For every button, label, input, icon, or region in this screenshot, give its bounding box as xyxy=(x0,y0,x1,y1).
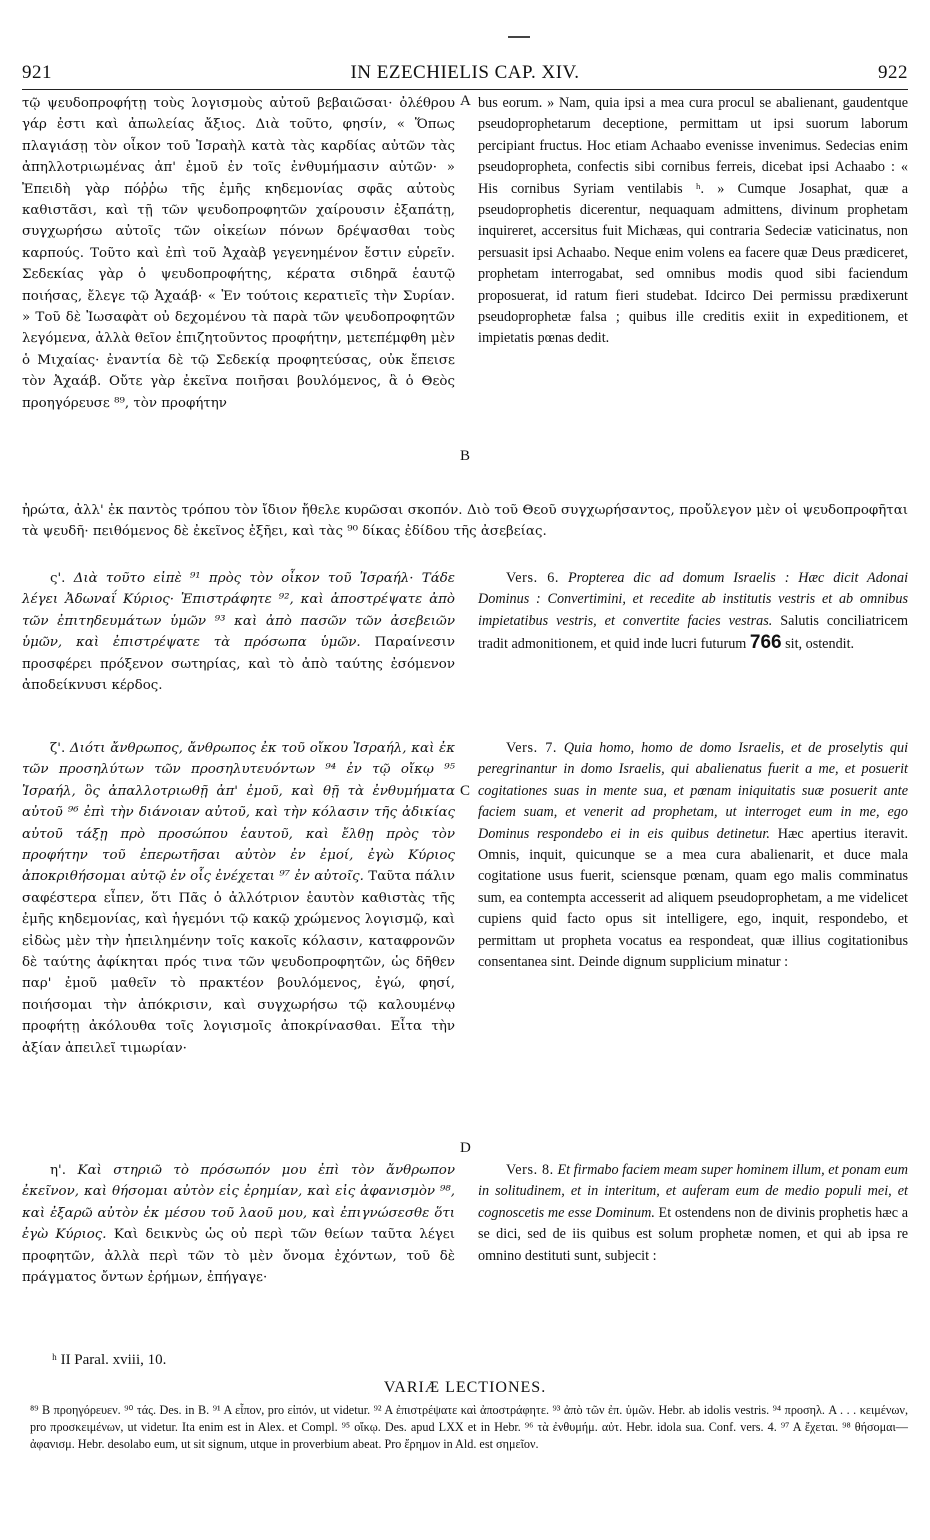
verse-label: Vers. 6. xyxy=(506,570,560,586)
greek-column-top xyxy=(22,93,455,414)
greek-verse-8 xyxy=(22,1160,455,1288)
latin-paragraph: bus eorum. » Nam, quia ipsi a mea cura procul se abalienant, gaudentque pseudoprophetarum deceptione, permittam ut ipsi suorum laborum percipiant fructus. Hoc etiam Achaabo evenisse invenimus. Sedecias enim pseudopropheta, confectis sibi cornibus ferreis, dicebat ipsi Achaabo : « His cornibus Syriam ventilabis ʰ. » Cumque Josaphat, quæ a pseudoprophetis dicerentur, nequaquam admittens, divinum prophetam inquireret, accersitus fuit Michæas, qui contraria Sedeciæ vaticinatus, non persuasit ipsi Achaabo. Neque enim volens ea facere quæ Deus prædiceret, prophetam interrogabat, sed omnibus modis quod sibi faciendum proposuerat, id ratum fieri studebat. Idcirco Dei permissu prædixerunt pseudoprophetæ falsa ; quibus ille creditis exiit in expeditionem, et impietatis pœnas dedit. xyxy=(478,95,908,347)
verse-comment: Ταῦτα πάλιν σαφέστερα εἶπεν, ὅτι Πᾶς ὁ ἀλλότριον ἑαυτὸν καθιστὰς τῆς ἐμῆς κηδεμονίας, καὶ ἡγεμόνι τῷ κακῷ χρώμενος λογισμῷ, καὶ εἰδὼς μὲν τὴν ἠπειλημένην τοῖς κακοῖς κόλασιν, καταφρονῶν δὲ ταύτης ἀφίκηται πρός τινα τῶν ψευδοπροφητῶν, ὡς δῆθεν παρ' ἐμοῦ μαθεῖν τὸ πρακτέον βουλόμενος, ἐγώ, φησί, ποιήσομαι τὴν ἀπόκρισιν, καὶ συγχωρήσω τῷ καλουμένῳ προφήτῃ ἀκόλουθα τοῖς λογισμοῖς ἀποκρίνασθαι. Εἶτα τὴν ἀξίαν ἀπειλεῖ τιμωρίαν· xyxy=(22,869,455,1056)
latin-verse-8 xyxy=(478,1160,908,1267)
verse-number: ς'. xyxy=(50,571,66,586)
verse-text: Καὶ στηριῶ τὸ πρόσωπόν μου ἐπὶ τὸν ἄνθρωπον ἐκεῖνον, καὶ θήσομαι αὐτὸν εἰς ἐρημίαν, καὶ εἰς ἀφανισμὸν ⁹⁸, καὶ ἐξαρῶ αὐτὸν ἐκ μέσου τοῦ λαοῦ μου, καὶ ἐπιγνώσεσθε ὅτι ἐγὼ Κύριος. xyxy=(22,1163,455,1243)
page-number-left: 921 xyxy=(22,62,52,83)
verse-text: Propterea dic ad domum Israelis : Hæc dicit Adonai Dominus : Convertimini, et recedite ab institutis vestris et ab omnibus impietatibus vestris, et convertite facies vestras. xyxy=(478,570,909,629)
variae-lectiones-text: ⁸⁹ B προηγόρευεν. ⁹⁰ τάς. Des. in B. ⁹¹ A εἶπον, pro εἰπόν, ut videtur. ⁹² A ἐπιστρέψατε καὶ ἀποστράφητε. ⁹³ ἀπὸ τῶν ἐπ. ὑμῶν. Hebr. ab idolis vestris. ⁹⁴ προσηλ. A . . . κειμένων, pro προσκειμένων, ut videtur. Ita enim est in Alex. et Compl. ⁹⁵ οἴκῳ. Des. apud LXX et in Hebr. ⁹⁶ τὰ ἐνθυμήμ. αὐτ. Hebr. idola sua. Conf. vers. 4. ⁹⁷ A ἔχεται. ⁹⁸ θήσομαι—ἀφανισμ. Hebr. desolabo eum, ut sit signum, utque in proverbium abeat. Pro ἔρημον in Ald. est σημεῖον. xyxy=(30,1403,908,1452)
verse-text: Διὰ τοῦτο εἰπὲ ⁹¹ πρὸς τὸν οἶκον τοῦ Ἰσραήλ· Τάδε λέγει Ἀδωναΐ Κύριος· Ἐπιστράφητε ⁹², καὶ ἀποστρέψατε ἀπὸ τῶν ἐπιτηδευμάτων ὑμῶν ⁹³ καὶ ἀπὸ πασῶν τῶν ἀσεβειῶν ὑμῶν, καὶ ἐπιστρέψατε τὰ πρόσωπα ὑμῶν. xyxy=(22,571,455,651)
greek-verse-6 xyxy=(22,568,455,696)
verse-label: Vers. 7. xyxy=(506,740,558,756)
margin-marker-a: A xyxy=(460,93,471,109)
greek-full-width: ἠρώτα, ἀλλ' ἐκ παντὸς τρόπου τὸν ἴδιον ἤθελε κυρῶσαι σκοπόν. Διὸ τοῦ Θεοῦ συγχωρήσαντος, προὔλεγον μὲν οἱ ψευδοπροφῆται τὰ ψευδῆ· πειθόμενος δὲ ἐκεῖνος ἐξῆει, καὶ τὰς ⁹⁰ δίκας ἐδίδου τῆς ἀσεβείας. xyxy=(22,503,908,540)
header-rule xyxy=(22,89,908,90)
verse-comment: Καὶ δεικνὺς ὡς οὐ περὶ τῶν θείων ταῦτα λέγει προφητῶν, ἀλλὰ περὶ τῶν τὸ μὲν ὄνομα ἐχόντων, τοῦ δὲ πράγματος ὄντων ἐρήμων, ἐπήγαγε· xyxy=(22,1227,455,1286)
verse-comment: Salutis conciliatricem tradit admonitionem, et quid inde lucri futurum xyxy=(478,612,909,653)
verse-number: η'. xyxy=(50,1163,66,1178)
page-header xyxy=(22,62,908,88)
verse-comment: Παραίνεσιν προσφέρει πρόξενον σωτηρίας, καὶ τὸ ἀπὸ ταύτης ἐσόμενον ἀποδείκνυσι κέρδος. xyxy=(22,635,455,694)
column-number: 766 xyxy=(749,632,782,654)
greek-paragraph: τῷ ψευδοπροφήτῃ τοὺς λογισμοὺς αὐτοῦ βεβαιῶσαι· ὀλέθρου γάρ ἐστι καὶ ἀπωλείας ἄξιος. Διὰ τοῦτο, φησίν, « Ὅπως πλαγιάσῃ τὸν οἶκον τοῦ Ἰσραὴλ κατὰ τὰς καρδίας αὐτῶν τὰς ἀπηλλοτριωμένας ἀπ' ἐμοῦ ἐν τοῖς ἐνθυμήμασιν αὐτῶν· » Ἐπειδὴ γὰρ πόῤῥω τῆς ἐμῆς κηδεμονίας σφᾶς αὐτοὺς καθιστᾶσι, καὶ τῇ τῶν ψευδοπροφητῶν χαίρουσιν ἐξαπάτῃ, συγχωρήσω αὐτοῖς τῶν οἰκείων πόνων δρέψασθαι τοὺς καρπούς. Τοῦτο καὶ ἐπὶ τοῦ Ἀχαὰβ γεγενημένον ἔστιν εὑρεῖν. Σεδεκίας γὰρ ὁ ψευδοπροφήτης, κέρατα σιδηρᾶ ἑαυτῷ ποιήσας, ἔλεγε τῷ Ἀχαάβ· « Ἐν τούτοις κερατιεῖς τὴν Συρίαν. » Τοῦ δὲ Ἰωσαφὰτ οὐ δεχομένου τὰ παρὰ τῶν ψευδοπροφητῶν λεγόμενα, ἀλλὰ θεῖον ἐπιζητοῦντος προφήτην, μετεπέμφθη μὲν ὁ Μιχαίας· ἐναντία δὲ τῷ Σεδεκίᾳ προφητεύσας, οὐκ ἔπεισε τὸν Ἀχαάβ. Οὔτε γὰρ ἐκεῖνα ποιῆσαι βουλόμενος, ἃ ὁ Θεὸς προηγόρευσε ⁸⁹, τὸν προφήτην xyxy=(22,96,455,411)
latin-column-top xyxy=(478,93,908,350)
verse-comment-end: sit, ostendit. xyxy=(785,636,855,653)
verse-comment: Et ostendens non de divinis prophetis hæc a se dici, sed de iis quibus est solum prophetæ nomen, et qui ab ipsa re omnino destituti sunt, subjecit : xyxy=(478,1204,908,1264)
verse-text: Διότι ἄνθρωπος, ἄνθρωπος ἐκ τοῦ οἴκου Ἰσραήλ, καὶ ἐκ τῶν προσηλύτων τῶν προσηλυτευόντων ⁹⁴ ἐν τῷ οἴκῳ ⁹⁵ Ἰσραήλ, ὃς ἀπαλλοτριωθῇ ἀπ' ἐμοῦ, καὶ θῇ τὰ ἐνθυμήματα αὐτοῦ ⁹⁶ ἐπὶ τὴν διάνοιαν αὐτοῦ, καὶ τὴν κόλασιν τῆς ἀδικίας αὐτοῦ τάξῃ πρὸ προσώπου ἑαυτοῦ, καὶ ἔλθῃ πρὸς τὸν προφήτην τοῦ ἐπερωτῆσαι αὐτὸν ἐν ἐμοί, ἐγὼ Κύριος ἀποκριθήσομαι αὐτῷ ἐν οἷς ἐνέχεται ⁹⁷ ἐν αὐτοῖς. xyxy=(22,741,455,885)
margin-marker-d: D xyxy=(460,1140,471,1156)
verse-label: Vers. 8. xyxy=(506,1162,554,1178)
margin-marker-b: B xyxy=(460,448,471,464)
page-number-right: 922 xyxy=(878,62,908,83)
latin-verse-6 xyxy=(478,568,908,656)
verse-comment: Hæc apertius iteravit. Omnis, inquit, quicunque se a mea cura abalienarit, et duce mala cogitatione usus fuerit, sciensque pœnam, quam ego malis comminatus sum, ea contempta accesserit ad aliquem pseudoprophetam, a me videlicet cupiens quid facto opus sit intelligere, ego, inquit, respondebo, et permittam ut propheta vocatus ea respondeat, quæ illius cogitationibus consentanea sint. Deinde dignum supplicium minatur : xyxy=(478,825,908,971)
running-title: IN EZECHIELIS CAP. XIV. xyxy=(350,62,580,83)
variae-lectiones-title: VARIÆ LECTIONES. xyxy=(383,1379,547,1396)
footnote: ʰ II Paral. xviii, 10. xyxy=(52,1352,167,1368)
verse-number: ζ'. xyxy=(50,741,66,756)
verse-text: Et firmabo faciem meam super hominem illum, et ponam eum in solitudinem, et in interitum, et auferam eum de medio populi mei, et cognoscetis me esse Dominum. xyxy=(478,1162,908,1221)
greek-verse-7 xyxy=(22,738,455,1059)
verse-text: Quia homo, homo de domo Israelis, et de proselytis qui peregrinantur in domo Israelis, qui abalienatus fuerit a me, et posuerit cogitationes suas in mente sua, et pœnam iniquitatis suæ posuerit ante faciem suam, et venerit ad prophetam, ut interroget eum in me, ego Dominus respondebo ei in eis quibus detinetur. xyxy=(478,740,909,842)
margin-marker-c: C xyxy=(460,783,471,799)
top-dash xyxy=(508,36,530,38)
latin-verse-7 xyxy=(478,738,908,973)
